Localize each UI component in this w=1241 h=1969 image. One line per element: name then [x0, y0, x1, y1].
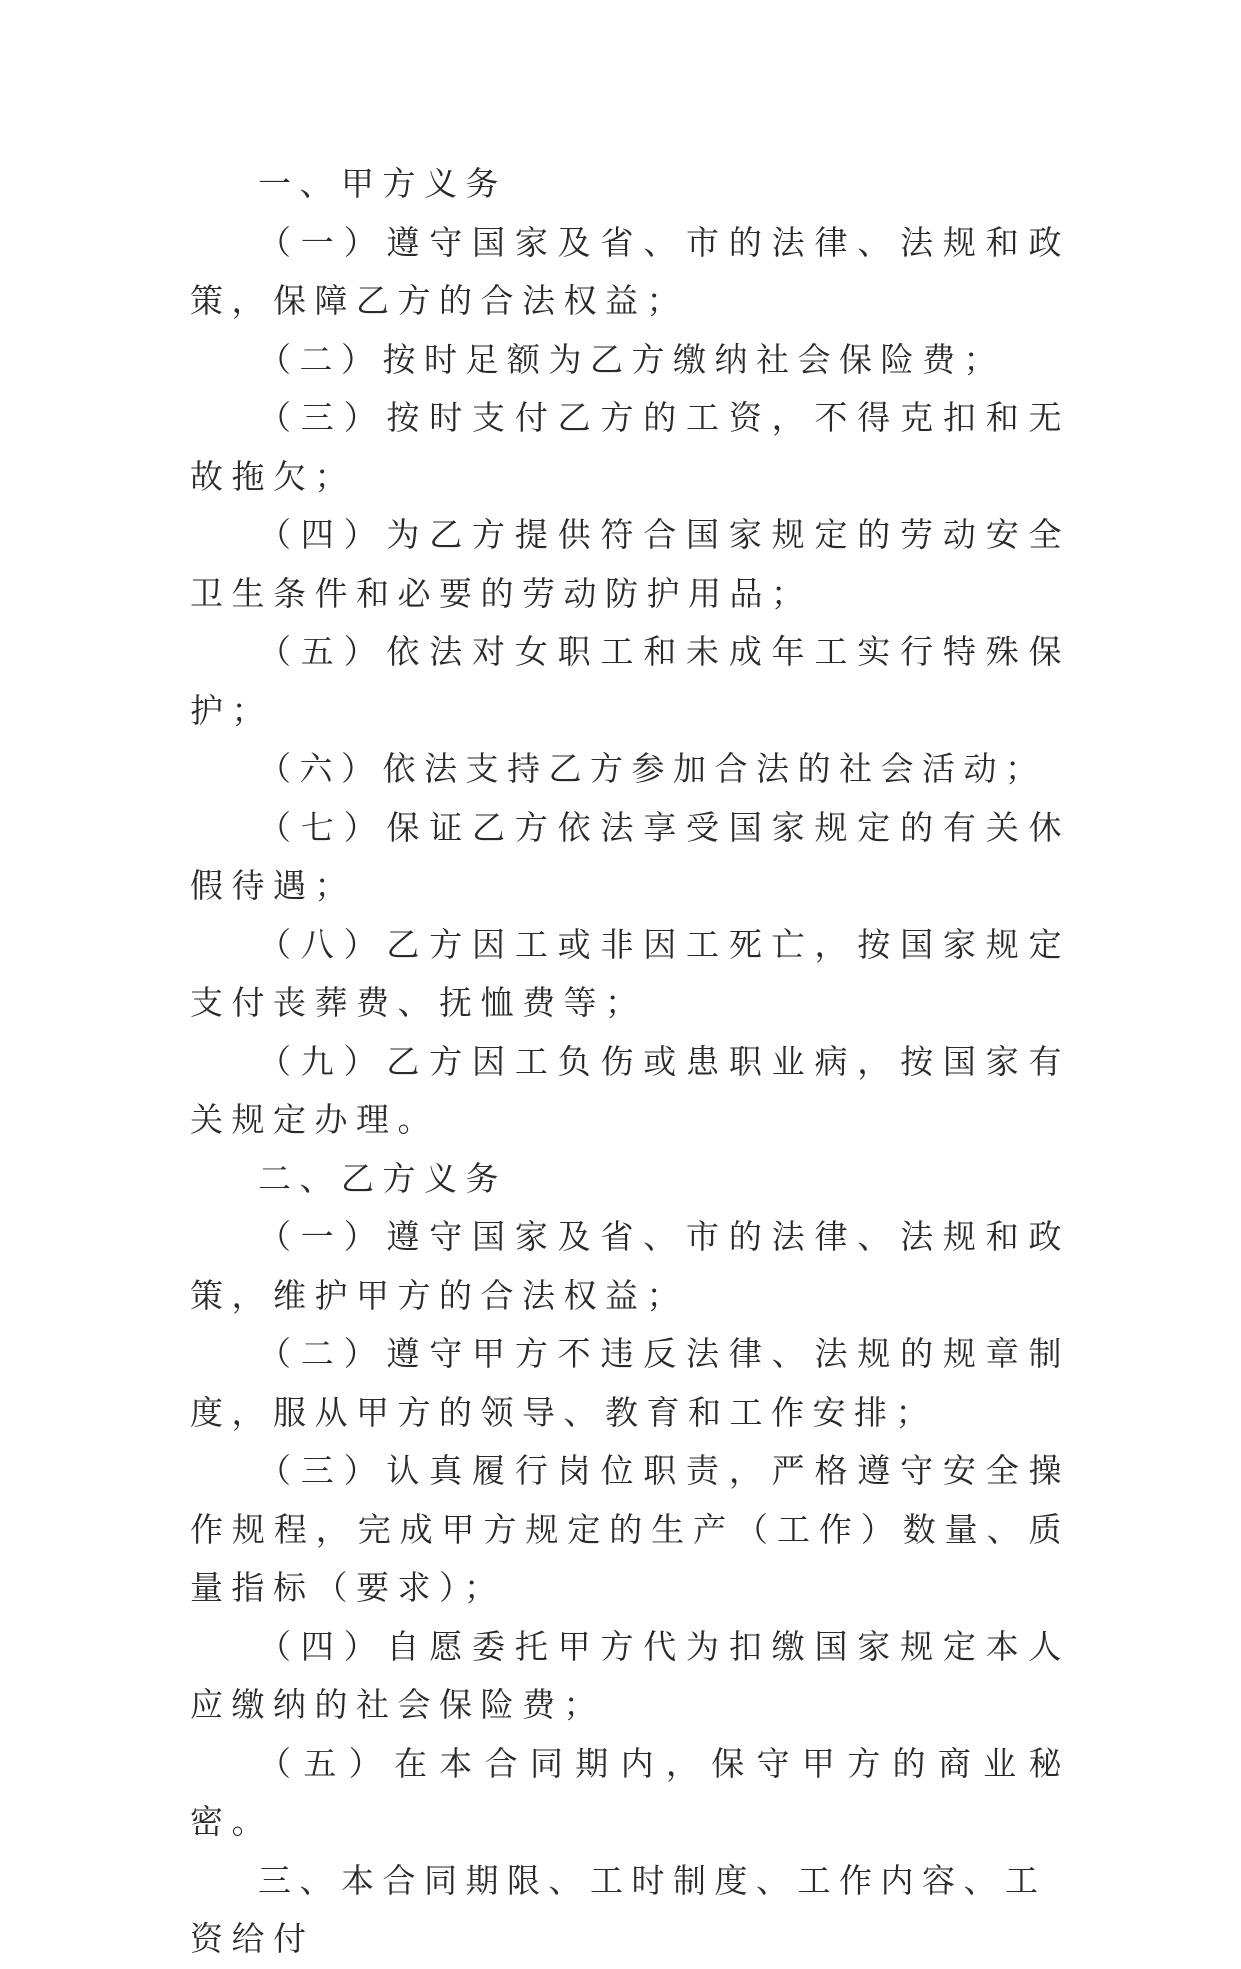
section-heading-party-a-obligations: 一、甲方义务	[258, 164, 507, 203]
clause-a-1: （一）遵守国家及省、市的法律、法规和政策，保障乙方的合法权益；	[190, 222, 1070, 320]
clause-a-8: （八）乙方因工或非因工死亡，按国家规定支付丧葬费、抚恤费等；	[190, 924, 1070, 1022]
clause-a-7: （七）保证乙方依法享受国家规定的有关休假待遇；	[190, 807, 1070, 905]
clause-a-5: （五）依法对女职工和未成年工实行特殊保护；	[190, 632, 1070, 730]
section-heading-party-b-obligations: 二、乙方义务	[258, 1158, 507, 1198]
clause-a-2: （二）按时足额为乙方缴纳社会保险费；	[258, 339, 1005, 379]
clause-b-2: （二）遵守甲方不违反法律、法规的规章制度，服从甲方的领导、教育和工作安排；	[190, 1334, 1070, 1432]
clause-b-1: （一）遵守国家及省、市的法律、法规和政策，维护甲方的合法权益；	[190, 1217, 1070, 1315]
clause-b-3: （三）认真履行岗位职责，严格遵守安全操作规程，完成甲方规定的生产（工作）数量、质量指标（要求）；	[190, 1451, 1070, 1607]
clause-a-6: （六）依法支持乙方参加合法的社会活动；	[258, 749, 1047, 788]
clause-a-3: （三）按时支付乙方的工资，不得克扣和无故拖欠；	[190, 398, 1070, 496]
section-heading-contract-term: 三、本合同期限、工时制度、工作内容、工资给付	[190, 1860, 1047, 1958]
clause-b-5: （五）在本合同期内，保守甲方的商业秘密。	[190, 1743, 1070, 1841]
clause-a-4: （四）为乙方提供符合国家规定的劳动安全卫生条件和必要的劳动防护用品；	[190, 515, 1070, 613]
clause-a-9: （九）乙方因工负伤或患职业病，按国家有关规定办理。	[190, 1041, 1070, 1139]
clause-b-4: （四）自愿委托甲方代为扣缴国家规定本人应缴纳的社会保险费；	[190, 1626, 1070, 1724]
document-body	[190, 155, 1070, 1969]
